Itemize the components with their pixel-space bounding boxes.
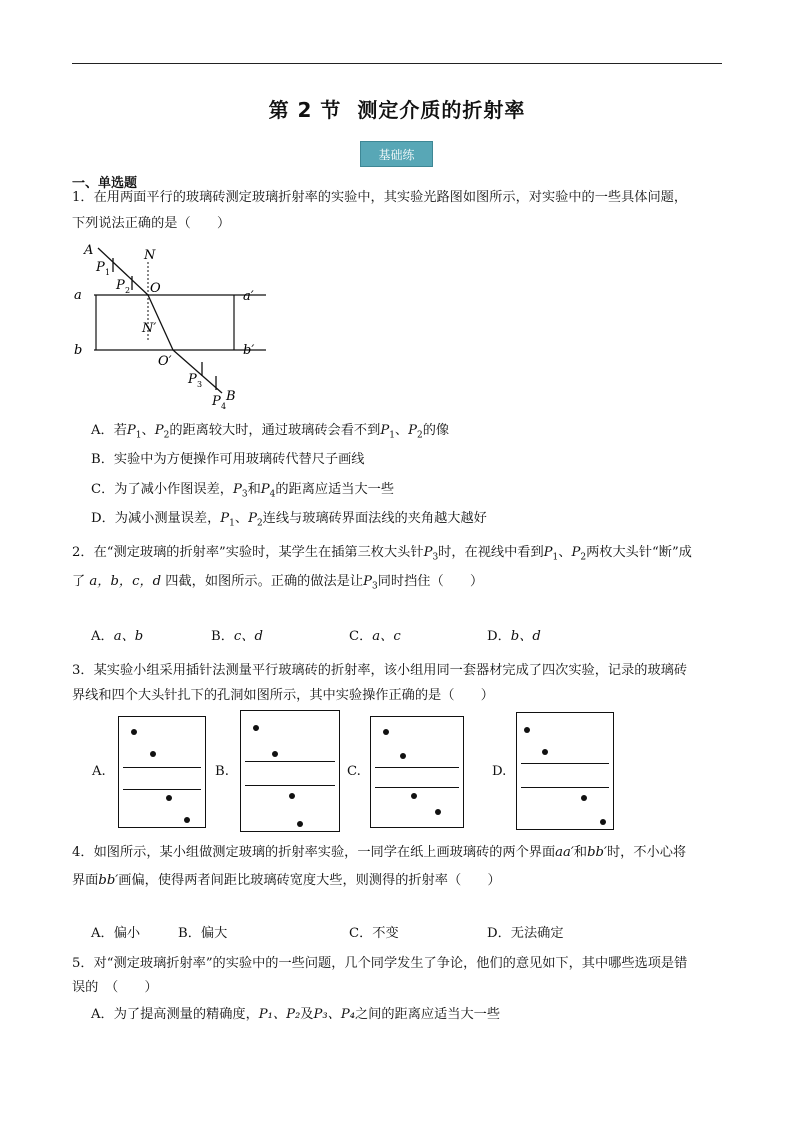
header-rule — [72, 63, 722, 64]
q1-option-b[interactable]: B．实验中为方便操作可用玻璃砖代替尺子画线 — [91, 452, 365, 467]
label-O: O — [150, 281, 161, 296]
section-heading: 一、单选题 — [72, 176, 138, 191]
label-P3: P — [188, 372, 197, 387]
q3-option-c-label[interactable]: C. — [347, 764, 361, 779]
label-P2: P — [116, 278, 125, 293]
page-title — [0, 94, 794, 123]
q3-option-d-label[interactable]: D. — [492, 764, 507, 779]
pin-hole — [411, 793, 417, 799]
pin-hole — [184, 817, 190, 823]
q1-option-d[interactable]: D．为减小测量误差，$P_1$、$P_2$连线与玻璃砖界面法线的夹角越大越好 — [91, 511, 487, 529]
q1-figure — [70, 240, 270, 412]
label-P2-sub: 2 — [125, 286, 131, 295]
q1-stem-line2: 下列说法正确的是（ ） — [72, 216, 231, 231]
label-P1: P — [96, 260, 105, 275]
label-b: b — [74, 343, 83, 358]
label-b-prime: b′ — [243, 343, 255, 358]
title-text: 测定介质的折射率 — [357, 98, 526, 122]
pin-hole — [435, 809, 441, 815]
pin-hole — [150, 751, 156, 757]
q5-stem-line2: 误的 （ ） — [72, 980, 158, 995]
pin-hole — [400, 753, 406, 759]
label-P1-sub: 1 — [105, 268, 111, 277]
q1-option-a[interactable]: A．若$P_1$、$P_2$的距离较大时，通过玻璃砖会看不到$P_1$、$P_2$的像 — [91, 423, 450, 441]
label-B: B — [226, 389, 236, 404]
q4-stem-line1: 4．如图所示，某小组做测定玻璃的折射率实验，一同学在纸上画玻璃砖的两个界面aa′和bb′时，不小心将 — [72, 845, 687, 860]
pin-hole — [166, 795, 172, 801]
pin-hole — [289, 793, 295, 799]
q3-stem-line2: 界线和四个大头针扎下的孔洞如图所示，其中实验操作正确的是（ ） — [72, 688, 494, 703]
pin-hole — [131, 729, 137, 735]
pin-hole — [524, 727, 530, 733]
q4-stem-line2: 界面bb′画偏，使得两者间距比玻璃砖宽度大些，则测得的折射率（ ） — [72, 873, 501, 888]
q4-option-b[interactable]: B．偏大 — [178, 926, 228, 941]
q3-stem-line1: 3．某实验小组采用插针法测量平行玻璃砖的折射率，该小组用同一套器材完成了四次实验，记录的玻璃砖 — [72, 663, 688, 678]
label-P4: P — [212, 394, 221, 409]
pin-hole — [600, 819, 606, 825]
pin-hole — [581, 795, 587, 801]
level-badge: 基础练 — [360, 141, 433, 167]
label-P3-sub: 3 — [197, 380, 203, 389]
title-section-number: 第 2 节 — [268, 98, 342, 122]
q4-option-c[interactable]: C．不变 — [349, 926, 399, 941]
label-a: a — [74, 288, 82, 303]
pin-hole — [272, 751, 278, 757]
q2-option-a[interactable]: A．a、b — [91, 629, 144, 644]
q2-option-c[interactable]: C．a、c — [349, 629, 401, 644]
q1-stem-line1: 1．在用两面平行的玻璃砖测定玻璃折射率的实验中，其实验光路图如图所示，对实验中的一些具体问题， — [72, 190, 688, 205]
q2-option-b[interactable]: B．c、d — [211, 629, 263, 644]
q3-option-a-diagram[interactable] — [118, 716, 206, 828]
label-a-prime: a′ — [243, 289, 254, 304]
q4-option-a[interactable]: A．偏小 — [91, 926, 141, 941]
pin-hole — [383, 729, 389, 735]
label-P4-sub: 4 — [221, 402, 227, 411]
q1-option-c[interactable]: C．为了减小作图误差，$P_3$和$P_4$的距离应适当大一些 — [91, 482, 395, 500]
label-N: N — [144, 248, 156, 263]
pin-hole — [297, 821, 303, 827]
label-A: A — [84, 243, 94, 258]
q5-option-a[interactable]: A．为了提高测量的精确度，P₁、P₂及P₃、P₄之间的距离应适当大一些 — [91, 1007, 501, 1022]
q3-option-d-diagram[interactable] — [516, 712, 614, 830]
q5-stem-line1: 5．对“测定玻璃折射率”的实验中的一些问题，几个同学发生了争论，他们的意见如下，其中哪些选项是错 — [72, 956, 688, 971]
label-N-prime: N′ — [142, 321, 157, 336]
q3-option-a-label[interactable]: A. — [92, 764, 106, 779]
q4-option-d[interactable]: D．无法确定 — [487, 926, 564, 941]
q3-option-b-label[interactable]: B. — [215, 764, 229, 779]
label-O-prime: O′ — [158, 354, 172, 369]
q3-option-b-diagram[interactable] — [240, 710, 340, 832]
q2-option-d[interactable]: D．b、d — [487, 629, 541, 644]
q2-stem-line1: 2．在“测定玻璃的折射率”实验时，某学生在插第三枚大头针$P_3$时，在视线中看到$P_1$、$P_2$两枚大头针“断”成 — [72, 545, 692, 563]
pin-hole — [542, 749, 548, 755]
pin-hole — [253, 725, 259, 731]
q3-option-c-diagram[interactable] — [370, 716, 464, 828]
q2-stem-line2: 了 a，b，c，d 四截，如图所示。正确的做法是让$P_3$同时挡住（ ） — [72, 574, 484, 592]
